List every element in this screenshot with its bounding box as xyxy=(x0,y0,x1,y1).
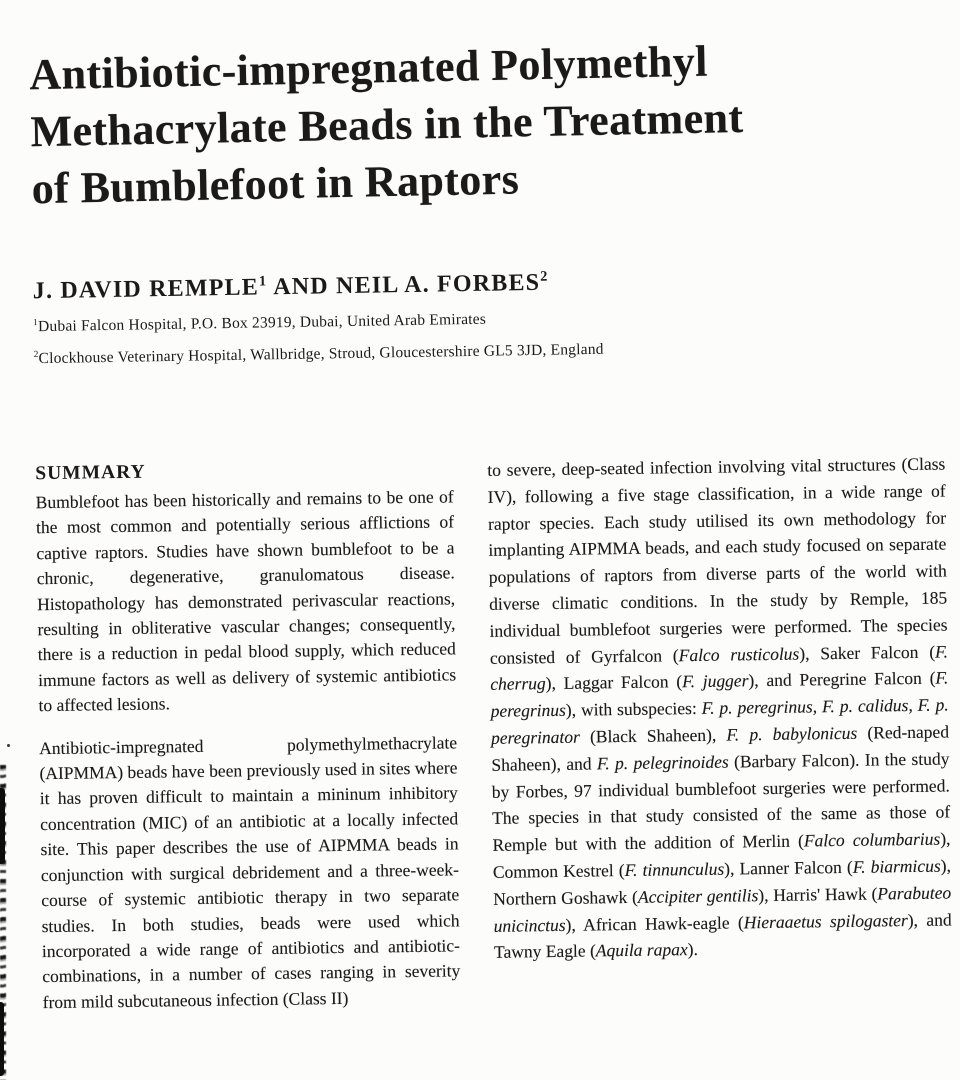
article-title-line-3: of Bumblefoot in Raptors xyxy=(31,154,520,214)
article-title-line-1: Antibiotic-impregnated Polymethyl xyxy=(28,36,709,100)
scan-speck xyxy=(7,744,10,747)
summary-heading: SUMMARY xyxy=(35,461,146,485)
summary-paragraph-2: Antibiotic-impregnated polymethylmethacrylate (AIPMMA) beads have been previously used in sites where it has proven difficult to maintain a mininum inhibitory concentration (MIC) of an antibiotic at a locally infected site. This paper describes the use of AIPMMA beads in conjunction with surgical debridement and a three-week-course of systemic antibiotic therapy in two separate studies. In both studies, beads were used which incorporated a wide range of antibiotics and antibiotic-combinations, in a number of cases ranging in severity from mild subcutaneous infection (Class II) xyxy=(38,731,461,1012)
summary-paragraph-1: Bumblefoot has been historically and remains to be one of the most common and potentially serious afflictions of captive raptors. Studies have shown bumblefoot to be a chronic, degenerative, granulomatous disease. Histopathology has demonstrated perivascular reactions, resulting in obliterative vascular changes; consequently, there is a reduction in pedal blood supply, which reduced immune factors as well as delivery of systemic antibiotics to affected lesions. xyxy=(35,486,457,716)
left-column xyxy=(35,457,461,1015)
article-title-line-2: Methacrylate Beads in the Treatment xyxy=(30,92,744,157)
right-column xyxy=(487,450,953,1008)
scan-edge-blob-2 xyxy=(0,1002,4,1076)
affiliation-1: $^1$Dubai Falcon Hospital, P.O. Box 23919, Dubai, United Arab Emirates xyxy=(33,310,487,336)
article-title xyxy=(29,28,932,217)
authors-line: J. DAVID REMPLE$^1$ AND NEIL A. FORBES$^2$ xyxy=(32,268,549,305)
two-column-body xyxy=(35,450,953,1015)
affiliations-block xyxy=(33,302,604,375)
scan-edge-blob-1 xyxy=(0,788,5,864)
affiliation-2: $^2$Clockhouse Veterinary Hospital, Wallbridge, Stroud, Gloucestershire GL5 3JD, England xyxy=(33,340,604,368)
continuation-paragraph: to severe, deep-seated infection involving vital structures (Class IV), following a five stage classification, in a wide range of raptor species. Each study utilised its own methodology for implanting AIPMMA beads, and each study focused on separate populations of raptors from diverse parts of the world with diverse climatic conditions. In the study by Remple, 185 individual bumblefoot surgeries were performed. The species consisted of Gyrfalcon (Falco rusticolus), Saker Falcon (F. cherrug), Laggar Falcon (F. jugger), and Peregrine Falcon (F. peregrinus), with subspecies: F. p. peregrinus, F. p. calidus, F. p. peregrinator (Black Shaheen), F. p. babylonicus (Red-naped Shaheen), and F. p. pelegrinoides (Barbary Falcon). In the study by Forbes, 97 individual bumblefoot surgeries were performed. The species in that study consisted of the same as those of Remple but with the addition of Merlin (Falco columbarius), Common Kestrel (F. tinnunculus), Lanner Falcon (F. biarmicus), Northern Goshawk (Accipiter gentilis), Harris' Hawk (Parabuteo unicinctus), African Hawk-eagle (Hieraaetus spilogaster), and Tawny Eagle (Aquila rapax). xyxy=(487,453,952,963)
